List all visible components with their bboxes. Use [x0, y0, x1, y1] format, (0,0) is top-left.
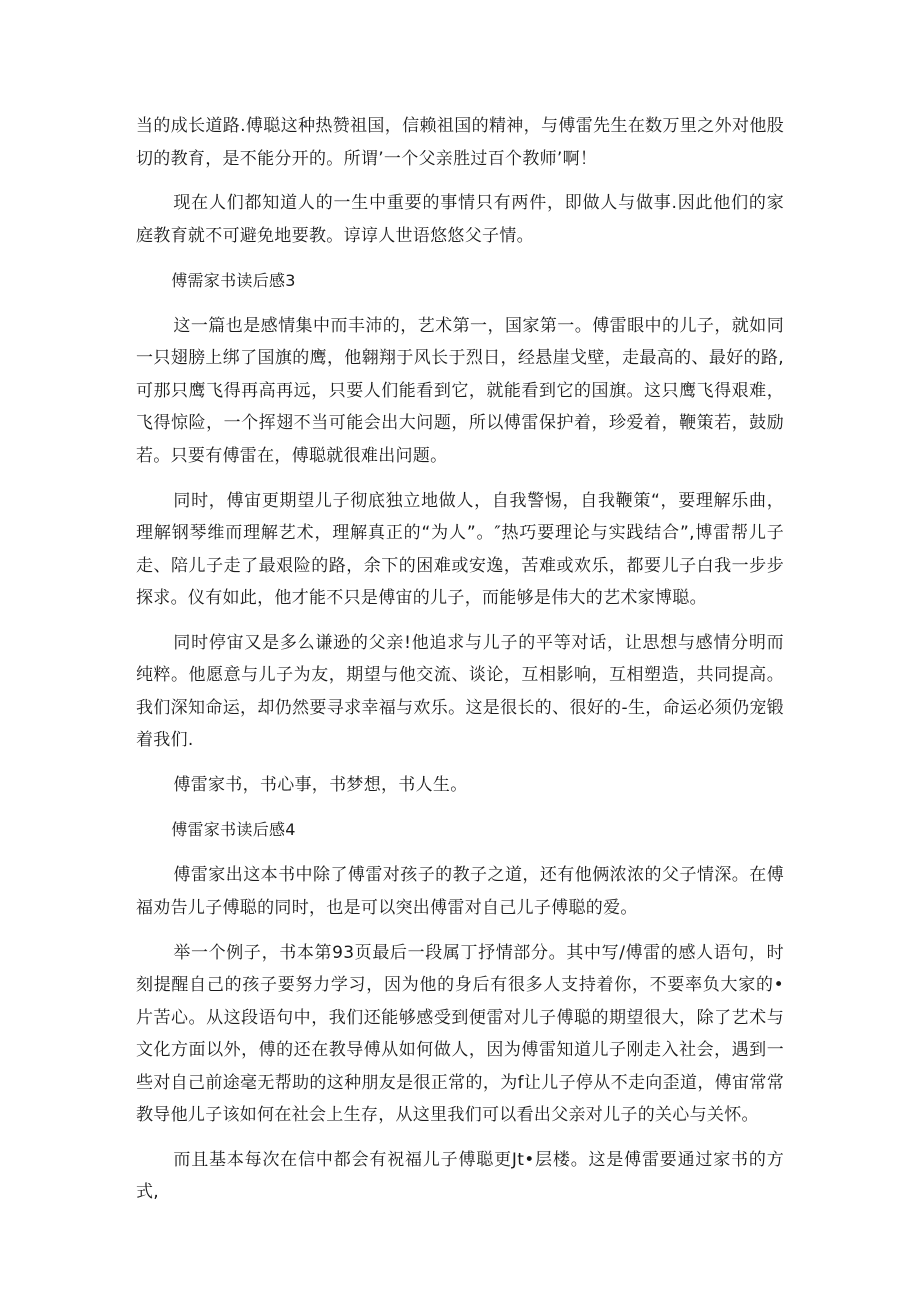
section-heading: 傅雷家书读后感4 [171, 820, 296, 840]
document-body [136, 110, 784, 1221]
paragraph-continuation: 当的成长道路.傅聪这种热赞祖国，信赖祖国的精神，与傅雷先生在数万里之外对他股切的教育，是不能分开的。所谓’一个父亲胜过百个教师’啊！ [136, 116, 784, 169]
paragraph: 举一个例子，书本第93页最后一段属丁抒情部分。其中写/傅雷的感人语句，时刻提醒自己的孩子要努力学习，因为他的身后有很多人支持着你，不要率负大家的•片苦心。从这段语句中，我们还能够感受到便雷对儿子傅聪的期望很大，除了艺术与文化方面以外，傅的还在教导傅从如何做人，因为傅雷知道儿子刚走入社会，遇到一些对自己前途毫无帮助的这种朋友是很正常的，为f让儿子停从不走向歪道，傅宙常常教导他儿子该如何在社会上生存，从这里我们可以看出父亲对儿子的关心与关怀。 [136, 942, 784, 1126]
paragraph: 这一篇也是感情集中而丰沛的，艺术第一，国家第一。傅雷眼中的儿子，就如同一只翅膀上绑了国旗的鹰，他翱翔于风长于烈日，经悬崖戈壁，走最高的、最好的路,可那只鹰飞得再高再远，只要人们能看到它，就能看到它的国旗。这只鹰飞得艰难，飞得惊险，一个挥翅不当可能会出大问题，所以傅雷保护着，珍爱着，鞭策若，鼓励若。只要有傅雷在，傅聪就很难出问题。 [136, 315, 784, 466]
paragraph: 而且基本每次在信中都会有祝福儿子傅聪更Jt•层楼。这是傅雷要通过家书的方式, [136, 1149, 784, 1203]
paragraph: 同时停宙又是多么谦逊的父亲!他追求与儿子的平等对话，让思想与感情分明而纯粹。他愿意与儿子为友，期望与他交流、谈论，互相影响，互相塑造，共同提高。我们深知命运，却仍然要寻求幸福与欢乐。这是很长的、很好的-生，命运必须仍宠锻着我们. [136, 632, 784, 751]
paragraph: 傅雷家书，书心事，书梦想，书人生。 [173, 775, 468, 796]
section-heading: 傅需家书读后感3 [171, 270, 296, 290]
paragraph: 傅雷家出这本书中除了傅雷对孩子的教子之道，还有他俩浓浓的父子情深。在傅福劝告儿子傅聪的同时，也是可以突出傅雷对自己儿子傅聪的爱。 [136, 865, 784, 918]
paragraph: 现在人们都知道人的一生中重要的事情只有两件，即做人与做事.因此他们的家庭教育就不可避免地要教。谆谆人世语悠悠父子情。 [136, 193, 784, 246]
paragraph: 同时，傅宙更期望儿子彻底独立地做人，自我警惕，自我鞭策“，要理解乐曲，理解钢琴维而理解艺术，理解真正的“为人”。″热巧要理论与实践结合”,博雷帮儿子走、陪儿子走了最艰险的路，余下的困难或安逸，苦难或欢乐，都要儿子白我一步步探求。仪有如此，他才能不只是傅宙的儿子，而能够是伟大的艺术家博聪。 [136, 490, 784, 609]
